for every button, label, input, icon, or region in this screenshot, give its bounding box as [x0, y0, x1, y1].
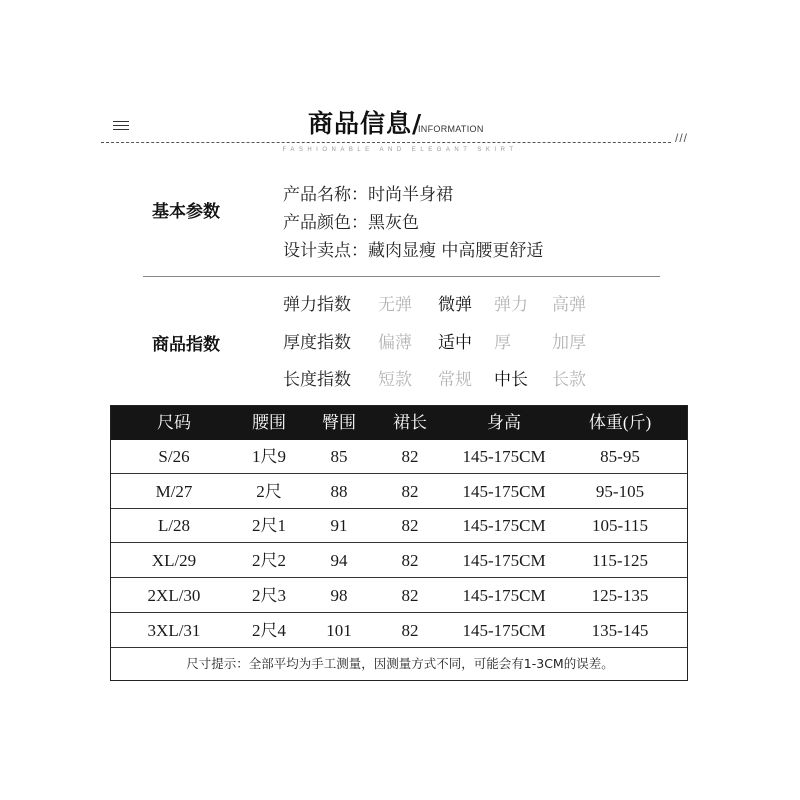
table-cell: 145-175CM	[462, 516, 546, 536]
table-cell: 1尺9	[252, 447, 286, 466]
table-header-cell: 臀围	[322, 413, 356, 432]
index-name: 厚度指数	[283, 333, 351, 353]
table-cell: 82	[401, 620, 419, 640]
table-cell: S/26	[158, 447, 190, 466]
table-cell: 115-125	[591, 551, 649, 571]
table-cell: 3XL/31	[147, 620, 201, 640]
table-cell: 135-145	[591, 620, 649, 640]
index-option: 高弹	[552, 295, 586, 315]
table-cell: 125-135	[591, 585, 649, 605]
table-header-cell: 裙长	[393, 413, 427, 432]
menu-icon	[113, 121, 129, 130]
index-section-label: 商品指数	[152, 335, 220, 355]
table-cell: 91	[330, 516, 348, 536]
table-header-cell: 身高	[487, 413, 521, 432]
table-cell: 145-175CM	[462, 481, 546, 501]
size-table	[110, 405, 688, 681]
index-option-selected: 微弹	[438, 295, 472, 315]
table-cell: 95-105	[595, 481, 645, 501]
table-cell: 2尺3	[252, 585, 286, 605]
table-row	[111, 509, 687, 543]
basic-section-label: 基本参数	[152, 202, 220, 222]
table-cell: M/27	[155, 481, 193, 501]
table-header-cell: 体重(斤)	[588, 413, 652, 432]
table-row	[111, 614, 687, 648]
table-header-cell: 腰围	[252, 413, 286, 432]
table-cell: L/28	[157, 516, 191, 536]
table-cell: 82	[401, 481, 419, 501]
index-option-selected: 适中	[438, 333, 472, 353]
table-cell: XL/29	[151, 551, 197, 571]
table-row	[111, 475, 687, 509]
param-line-selling-point: 设计卖点：藏肉显瘦 中高腰更舒适	[283, 241, 544, 261]
section-divider	[143, 276, 660, 277]
table-cell: 85	[330, 447, 348, 466]
table-row	[111, 440, 687, 474]
index-name: 长度指数	[283, 370, 351, 390]
index-option: 加厚	[552, 333, 586, 353]
table-cell: 2尺4	[252, 620, 286, 640]
table-cell: 82	[401, 516, 419, 536]
header-divider	[101, 142, 671, 143]
table-cell: 82	[401, 551, 419, 571]
table-cell: 2尺1	[252, 516, 286, 536]
table-cell: 2XL/30	[147, 585, 201, 605]
header-tagline: FASHIONABLE AND ELEGANT SKIRT	[282, 147, 518, 153]
index-name: 弹力指数	[283, 295, 351, 315]
table-header-cell: 尺码	[157, 413, 191, 432]
table-header	[111, 406, 687, 440]
index-option: 偏薄	[378, 333, 412, 353]
table-cell: 145-175CM	[462, 551, 546, 571]
table-cell: 98	[330, 585, 348, 605]
table-cell: 145-175CM	[462, 620, 546, 640]
table-cell: 82	[401, 585, 419, 605]
index-option: 厚	[494, 333, 511, 353]
table-cell: 105-115	[591, 516, 649, 536]
table-cell: 145-175CM	[462, 585, 546, 605]
param-line-color: 产品颜色：黑灰色	[283, 213, 419, 233]
table-cell: 85-95	[600, 447, 640, 466]
table-cell: 88	[330, 481, 348, 501]
index-option: 长款	[552, 370, 586, 390]
header-slashes: ///	[675, 131, 689, 145]
table-cell: 2尺	[256, 481, 282, 501]
param-line-name: 产品名称：时尚半身裙	[283, 185, 453, 205]
table-cell: 94	[330, 551, 348, 571]
index-option: 常规	[438, 370, 472, 390]
table-cell: 2尺2	[252, 551, 286, 571]
index-option: 弹力	[494, 295, 528, 315]
index-option: 短款	[378, 370, 412, 390]
page-title: 商品信息/	[308, 109, 423, 138]
table-row	[111, 579, 687, 613]
index-option: 无弹	[378, 295, 412, 315]
table-row	[111, 544, 687, 578]
table-cell: 101	[326, 620, 352, 640]
index-option-selected: 中长	[494, 370, 528, 390]
table-cell: 82	[401, 447, 419, 466]
table-cell: 145-175CM	[462, 447, 546, 466]
page-subtitle: INFORMATION	[418, 124, 484, 134]
size-note: 尺寸提示：全部平均为手工测量，因测量方式不同，可能会有1-3CM的误差。	[186, 656, 614, 671]
